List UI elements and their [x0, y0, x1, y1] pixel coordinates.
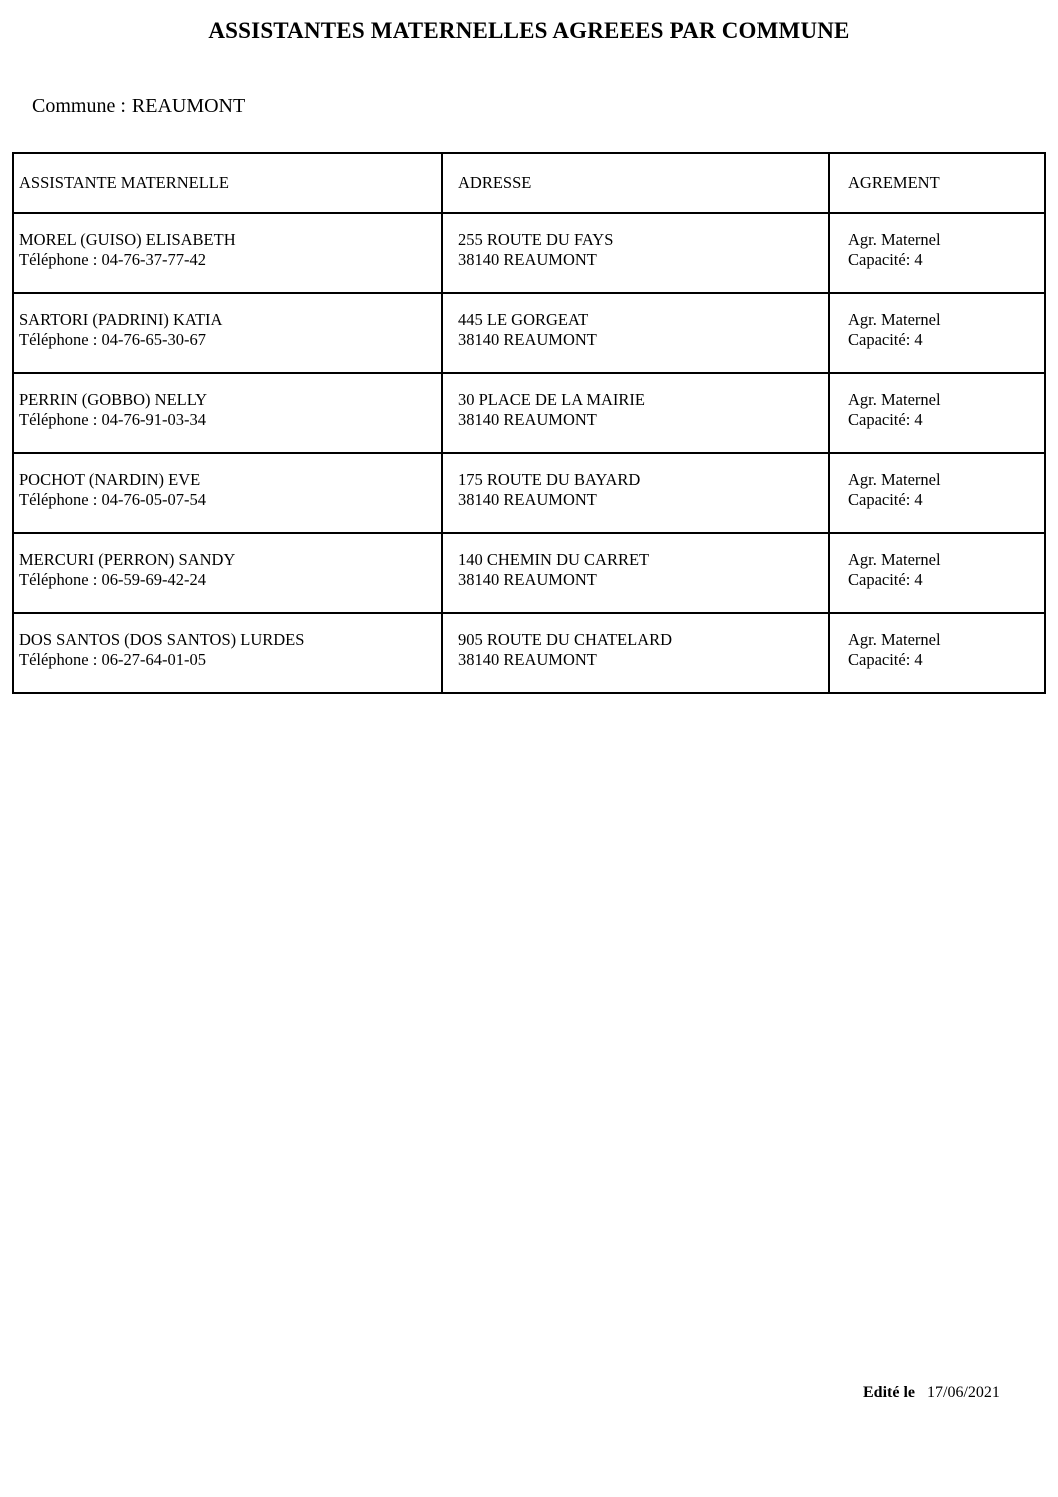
header-assistante: ASSISTANTE MATERNELLE: [13, 153, 442, 213]
agrement-type: Agr. Maternel: [848, 470, 941, 489]
agrement-capacite: Capacité: 4: [848, 250, 923, 269]
assistante-phone: Téléphone : 04-76-91-03-34: [19, 410, 206, 429]
header-adresse: ADRESSE: [442, 153, 829, 213]
address-city: 38140 REAUMONT: [458, 490, 597, 509]
address-city: 38140 REAUMONT: [458, 250, 597, 269]
table-row: [13, 373, 1045, 453]
page-title: ASSISTANTES MATERNELLES AGREEES PAR COMMUNE: [208, 18, 850, 43]
table-row: [13, 453, 1045, 533]
agrement-type: Agr. Maternel: [848, 230, 941, 249]
cell-adresse: [442, 533, 829, 613]
commune-value: REAUMONT: [131, 95, 246, 117]
assistante-phone: Téléphone : 06-59-69-42-24: [19, 570, 206, 589]
table-header-row: [13, 153, 1045, 213]
table-row: [13, 533, 1045, 613]
cell-adresse: [442, 213, 829, 293]
table-row: [13, 293, 1045, 373]
address-city: 38140 REAUMONT: [458, 650, 597, 669]
cell-adresse: [442, 613, 829, 693]
commune-line: [32, 95, 245, 118]
agrement-capacite: Capacité: 4: [848, 490, 923, 509]
header-agrement: AGREMENT: [829, 153, 1045, 213]
cell-assistante: [13, 373, 442, 453]
assistante-phone: Téléphone : 04-76-65-30-67: [19, 330, 206, 349]
cell-assistante: [13, 533, 442, 613]
address-city: 38140 REAUMONT: [458, 330, 597, 349]
cell-adresse: [442, 453, 829, 533]
agrement-capacite: Capacité: 4: [848, 650, 923, 669]
edition-footer: [863, 1384, 1000, 1402]
edition-label: Edité le: [863, 1384, 915, 1401]
cell-assistante: [13, 293, 442, 373]
assistante-name: MERCURI (PERRON) SANDY: [19, 550, 236, 569]
address-street: 445 LE GORGEAT: [458, 310, 589, 329]
assistante-phone: Téléphone : 06-27-64-01-05: [19, 650, 206, 669]
commune-label: Commune :: [32, 95, 126, 117]
assistante-phone: Téléphone : 04-76-05-07-54: [19, 490, 206, 509]
agrement-type: Agr. Maternel: [848, 390, 941, 409]
address-street: 30 PLACE DE LA MAIRIE: [458, 390, 645, 409]
address-street: 140 CHEMIN DU CARRET: [458, 550, 650, 569]
assistante-name: PERRIN (GOBBO) NELLY: [19, 390, 208, 409]
agrement-capacite: Capacité: 4: [848, 410, 923, 429]
cell-adresse: [442, 373, 829, 453]
agrement-type: Agr. Maternel: [848, 630, 941, 649]
cell-adresse: [442, 293, 829, 373]
agrement-type: Agr. Maternel: [848, 550, 941, 569]
cell-agrement: [829, 533, 1045, 613]
assistante-phone: Téléphone : 04-76-37-77-42: [19, 250, 206, 269]
address-street: 905 ROUTE DU CHATELARD: [458, 630, 673, 649]
cell-assistante: [13, 613, 442, 693]
address-city: 38140 REAUMONT: [458, 410, 597, 429]
cell-agrement: [829, 613, 1045, 693]
cell-agrement: [829, 373, 1045, 453]
cell-assistante: [13, 213, 442, 293]
cell-agrement: [829, 453, 1045, 533]
assistante-name: MOREL (GUISO) ELISABETH: [19, 230, 236, 249]
agrement-capacite: Capacité: 4: [848, 330, 923, 349]
assistantes-table: [12, 152, 1046, 694]
agrement-type: Agr. Maternel: [848, 310, 941, 329]
table-row: [13, 213, 1045, 293]
cell-agrement: [829, 293, 1045, 373]
edition-date: 17/06/2021: [927, 1384, 1000, 1401]
cell-assistante: [13, 453, 442, 533]
address-street: 255 ROUTE DU FAYS: [458, 230, 614, 249]
cell-agrement: [829, 213, 1045, 293]
assistante-name: POCHOT (NARDIN) EVE: [19, 470, 201, 489]
address-city: 38140 REAUMONT: [458, 570, 597, 589]
agrement-capacite: Capacité: 4: [848, 570, 923, 589]
assistante-name: DOS SANTOS (DOS SANTOS) LURDES: [19, 630, 305, 649]
table-row: [13, 613, 1045, 693]
address-street: 175 ROUTE DU BAYARD: [458, 470, 641, 489]
assistante-name: SARTORI (PADRINI) KATIA: [19, 310, 223, 329]
